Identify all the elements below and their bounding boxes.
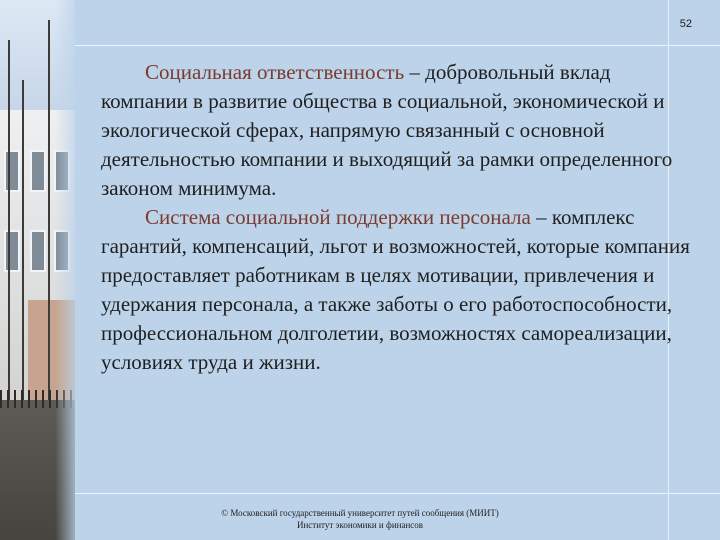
term-social-responsibility: Социальная ответственность xyxy=(145,60,405,84)
bottom-rule xyxy=(75,493,720,494)
building-window xyxy=(4,230,20,272)
page-number: 52 xyxy=(679,18,692,30)
definition-paragraph xyxy=(101,203,701,377)
top-rule xyxy=(75,45,720,46)
tree-trunk xyxy=(22,80,24,400)
photo-fade xyxy=(55,0,75,540)
definition-paragraph xyxy=(101,58,701,203)
footer-institute: Институт экономики и финансов xyxy=(296,520,424,530)
term-social-support-system: Система социальной поддержки персонала xyxy=(145,205,531,229)
tree-trunk xyxy=(8,40,10,400)
definition-text: – комплекс гарантий, компенсаций, льгот и возможностей, которые компания предоставляет работникам в целях мотивации, привлечения и удержания персонала, а также заботы о его работоспособности, профессиональном долголетии, возможностях самореализации, условиях труда и жизни. xyxy=(101,205,690,374)
footer-copyright: © Московский государственный университет путей сообщения (МИИТ) xyxy=(221,508,499,518)
building-window xyxy=(4,150,20,192)
building-window xyxy=(30,230,46,272)
slide-body xyxy=(101,58,701,377)
tree-trunk xyxy=(48,20,50,400)
definition-text: – добровольный вклад компании в развитие общества в социальной, экономической и экологической сферах, напрямую связанный с основной деятельностью компании и выходящий за рамки определенного законом минимума. xyxy=(101,60,673,200)
footer xyxy=(190,507,530,531)
building-photo xyxy=(0,0,75,540)
building-window xyxy=(30,150,46,192)
